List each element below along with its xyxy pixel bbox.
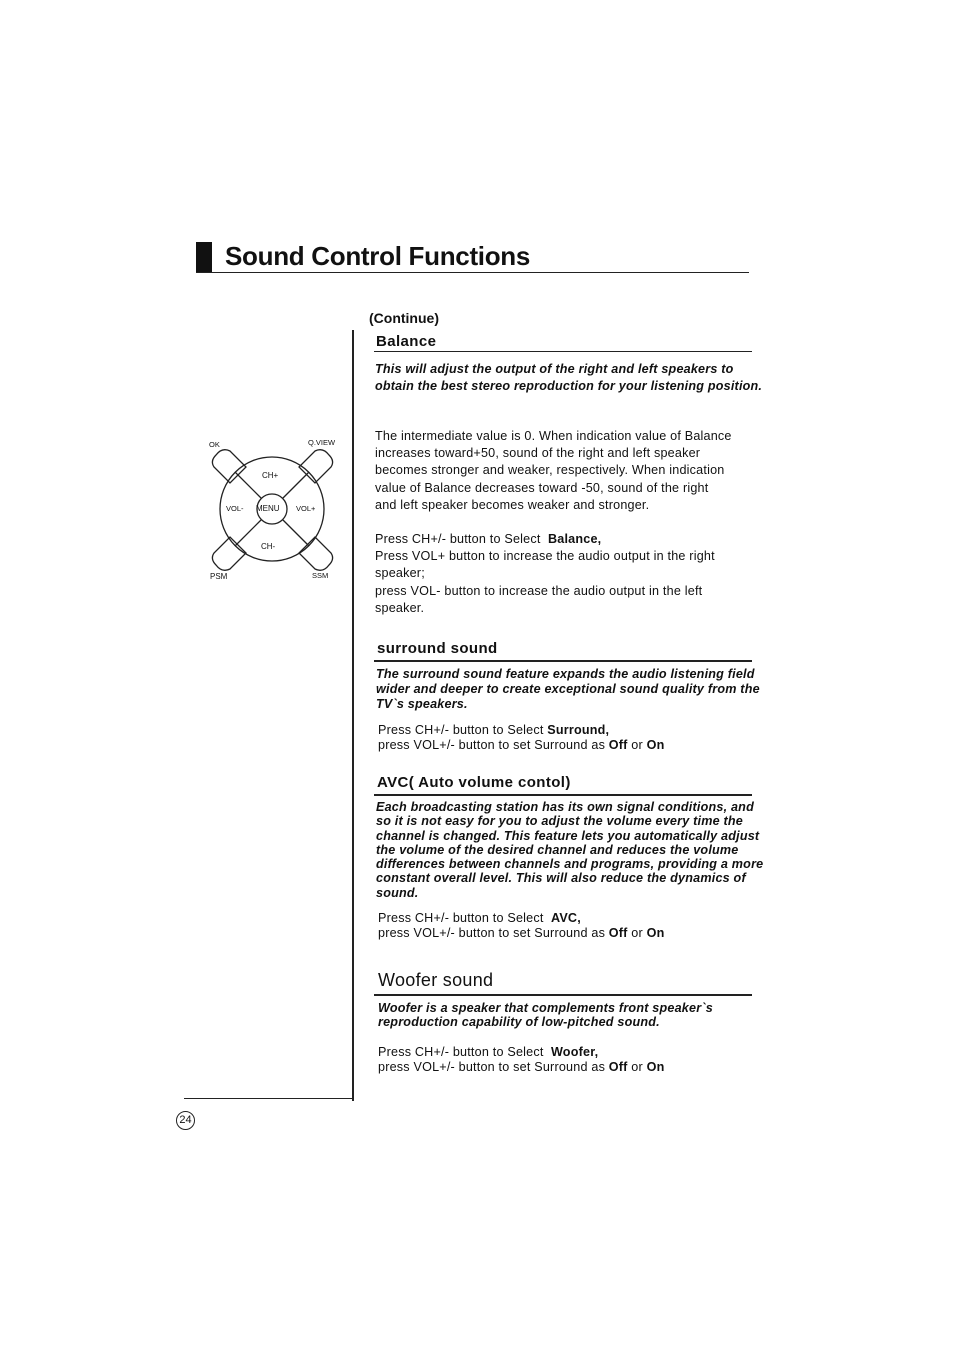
avc-heading: AVC( Auto volume contol) (377, 774, 571, 791)
surround-rule (374, 660, 752, 662)
continue-label: (Continue) (369, 310, 439, 326)
surround-press1-text: Press CH+/- button to Select (378, 723, 544, 737)
vol-plus-label: VOL+ (296, 504, 316, 513)
woofer-heading: Woofer sound (378, 970, 494, 990)
surround-press2-text: press VOL+/- button to set Surround as (378, 737, 606, 752)
balance-desc-line: The intermediate value is 0. When indication value of Balance (375, 429, 732, 443)
balance-desc-line: increases toward+50, sound of the right and left speaker (375, 446, 701, 461)
avc-instructions (378, 911, 768, 941)
surround-heading: surround sound (377, 640, 498, 657)
avc-select-item: AVC, (550, 911, 581, 925)
surround-select-item: Surround, (547, 723, 610, 737)
column-divider (352, 330, 354, 1101)
avc-press2-text: press VOL+/- button to set Surround as (378, 925, 606, 940)
avc-press1-text: Press CH+/- button to Select (378, 911, 544, 925)
balance-desc-line: becomes stronger and weaker, respectively. When indication (375, 463, 725, 478)
page-title: Sound Control Functions (225, 241, 531, 271)
surround-on-option: On (646, 737, 665, 752)
page-number: 24 (176, 1111, 195, 1130)
ch-plus-label: CH+ (262, 471, 279, 480)
qview-key-label: Q.VIEW (308, 438, 336, 447)
surround-intro: The surround sound feature expands the audio listening field wider and deeper to create exceptional sound quality from the TV`s speakers. (376, 667, 760, 711)
woofer-intro: Woofer is a speaker that complements front speaker`s reproduction capability of low-pitched sound. (378, 1001, 713, 1030)
title-underline (196, 272, 749, 273)
balance-desc-line: value of Balance decreases toward -50, sound of the right (375, 480, 709, 495)
balance-instructions (375, 531, 770, 617)
balance-press3-line: speaker. (375, 600, 425, 615)
balance-intro: This will adjust the output of the right and left speakers to obtain the best stereo reproduction for your listening position. (375, 362, 763, 393)
balance-press2-line: speaker; (375, 566, 425, 581)
woofer-select-item: Woofer, (550, 1045, 599, 1059)
title-accent-bar (196, 242, 212, 273)
woofer-off-option: Off (608, 1059, 628, 1074)
balance-rule (374, 351, 752, 352)
menu-key-label: MENU (256, 504, 280, 513)
avc-off-option: Off (608, 925, 628, 940)
surround-or-text: or (631, 737, 643, 752)
avc-on-option: On (646, 925, 665, 940)
psm-key-label: PSM (210, 572, 228, 581)
avc-or-text: or (631, 925, 643, 940)
surround-off-option: Off (608, 737, 628, 752)
vol-minus-label: VOL- (226, 504, 244, 513)
surround-instructions (378, 723, 768, 753)
woofer-instructions (378, 1045, 768, 1075)
ok-key-label: OK (209, 440, 220, 449)
ssm-key-label: SSM (312, 571, 329, 580)
ch-minus-label: CH- (261, 542, 276, 551)
avc-intro: Each broadcasting station has its own signal conditions, and so it is not easy for you to adjust the volume every time the channel is changed. This feature lets you automatically adjust the volume of the desired channel and reduces the volume differences between channels and programs, providing a more constant overall level. This will also reduce the dynamics of sound. (376, 800, 764, 900)
bottom-rule (184, 1098, 354, 1099)
balance-select-item: Balance, (547, 532, 602, 546)
balance-description (375, 428, 770, 514)
woofer-rule (374, 994, 752, 996)
balance-desc-line: and left speaker becomes weaker and stronger. (375, 497, 650, 512)
balance-press1-text: Press CH+/- button to Select (375, 532, 541, 546)
balance-press2-line: Press VOL+ button to increase the audio output in the right (375, 549, 715, 564)
woofer-on-option: On (646, 1059, 665, 1074)
woofer-press2-text: press VOL+/- button to set Surround as (378, 1059, 606, 1074)
balance-heading: Balance (376, 333, 437, 350)
woofer-or-text: or (631, 1059, 643, 1074)
balance-press3-line: press VOL- button to increase the audio output in the left (375, 583, 703, 598)
avc-rule (374, 794, 752, 796)
woofer-press1-text: Press CH+/- button to Select (378, 1045, 544, 1059)
